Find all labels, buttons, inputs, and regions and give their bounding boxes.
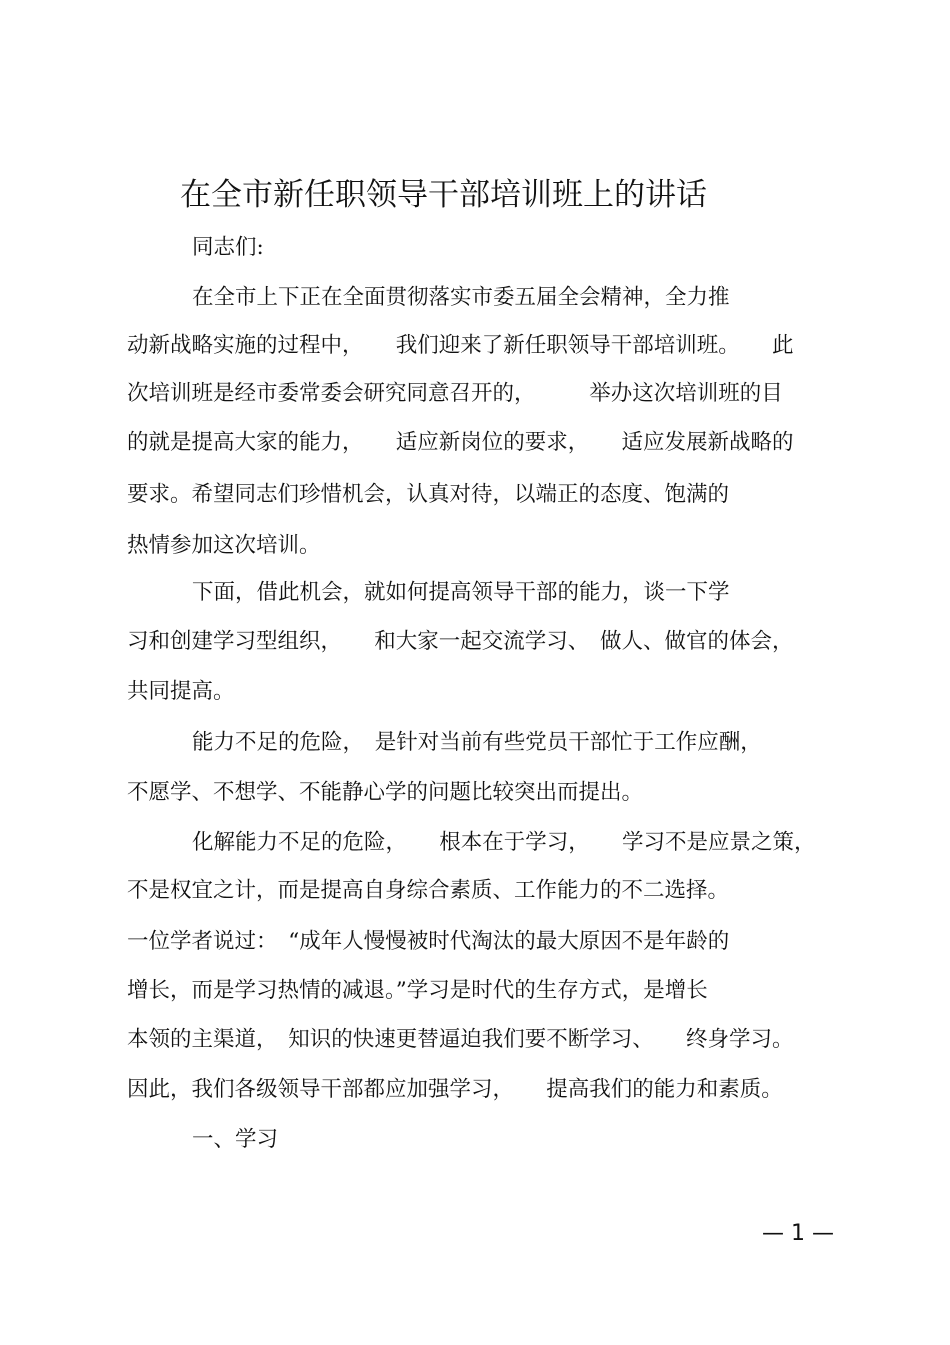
paragraph-line: 本领的主渠道， 知识的快速更替逼迫我们要不断学习、 终身学习。: [127, 1027, 794, 1052]
page-number: — 1 —: [762, 1221, 834, 1246]
document-title: 在全市新任职领导干部培训班上的讲话: [180, 177, 707, 213]
paragraph-line: 次培训班是经市委常委会研究同意召开的， 举办这次培训班的目: [127, 381, 783, 406]
paragraph-line: 下面，借此机会，就如何提高领导干部的能力，谈一下学: [192, 580, 730, 605]
paragraph-line: 共同提高。: [127, 679, 235, 704]
paragraph-line: 热情参加这次培训。: [127, 533, 321, 558]
section-heading: 一、学习: [192, 1127, 279, 1152]
salutation: 同志们:: [192, 235, 264, 260]
paragraph-line: 要求。希望同志们珍惜机会，认真对待，以端正的态度、饱满的: [127, 482, 730, 507]
paragraph-line: 化解能力不足的危险， 根本在于学习， 学习不是应景之策，: [192, 830, 816, 855]
paragraph-line: 能力不足的危险， 是针对当前有些党员干部忙于工作应酬，: [192, 730, 762, 755]
paragraph-line: 的就是提高大家的能力， 适应新岗位的要求， 适应发展新战略的: [127, 430, 794, 455]
paragraph-line: 动新战略实施的过程中， 我们迎来了新任职领导干部培训班。 此: [127, 333, 794, 358]
paragraph-line: 在全市上下正在全面贯彻落实市委五届全会精神，全力推: [192, 285, 730, 310]
paragraph-line: 不愿学、不想学、不能静心学的问题比较突出而提出。: [127, 780, 644, 805]
paragraph-line: 不是权宜之计，而是提高自身综合素质、工作能力的不二选择。: [127, 878, 730, 903]
paragraph-line: 增长，而是学习热情的减退。”学习是时代的生存方式，是增长: [127, 978, 708, 1003]
paragraph-line: 因此，我们各级领导干部都应加强学习， 提高我们的能力和素质。: [127, 1077, 783, 1102]
paragraph-line: 一位学者说过： “成年人慢慢被时代淘汰的最大原因不是年龄的: [127, 929, 730, 954]
paragraph-line: 习和创建学习型组织， 和大家一起交流学习、 做人、做官的体会，: [127, 629, 794, 654]
